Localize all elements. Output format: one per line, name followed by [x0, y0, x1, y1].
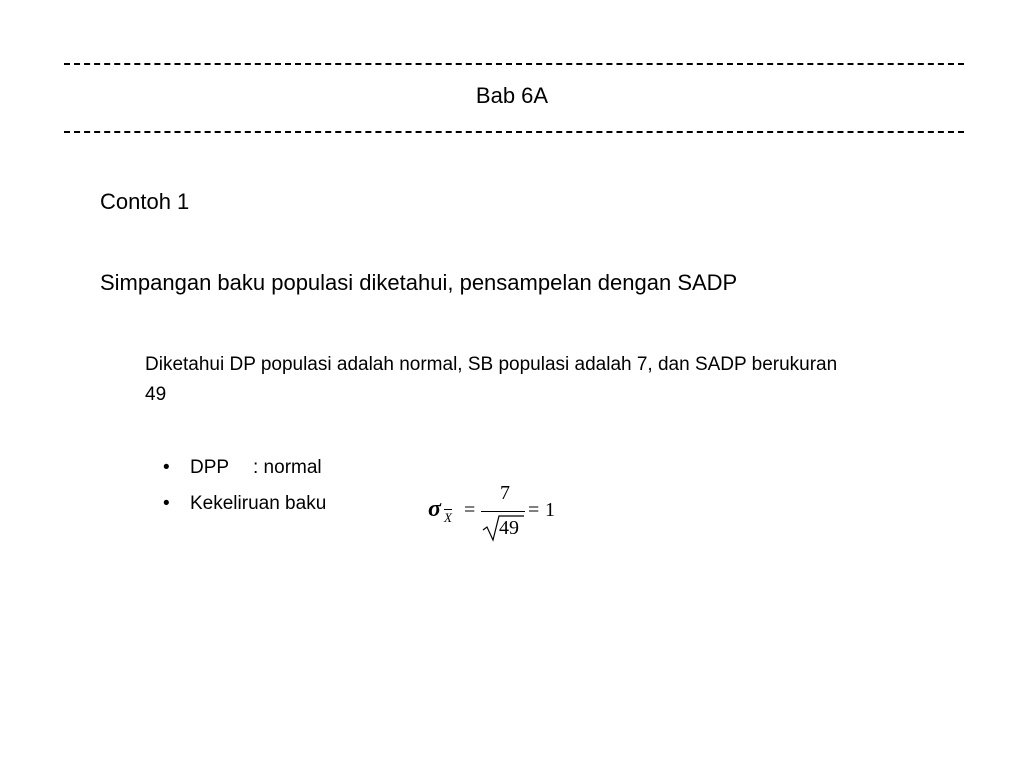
bullet-icon: • [163, 457, 170, 478]
fraction-bar [481, 511, 525, 512]
bullet-value: : normal [253, 457, 322, 478]
bullet-term: DPP [190, 457, 230, 478]
section-subtitle: Simpangan baku populasi diketahui, pensampelan dengan SADP [100, 270, 738, 295]
formula-numerator: 7 [500, 482, 510, 504]
formula-radicand: 49 [499, 517, 519, 539]
top-dashed-divider [64, 63, 964, 65]
formula-sigma-symbol: σ [428, 496, 441, 522]
slide-title: Bab 6A [475, 83, 549, 108]
bullet-item-dpp [163, 455, 423, 491]
bullet-item-standard-error [163, 491, 423, 527]
bullet-term: Kekeliruan baku [190, 493, 327, 514]
problem-statement: Diketahui DP populasi adalah normal, SB populasi adalah 7, dan SADP berukuran 49 [145, 354, 838, 405]
bullet-icon: • [163, 493, 170, 514]
formula-equals-sign: = [464, 499, 476, 521]
formula-equals-sign: = [528, 499, 540, 521]
bottom-dashed-divider [64, 131, 964, 133]
bullet-list [163, 455, 423, 527]
standard-error-formula [424, 482, 574, 544]
example-label: Contoh 1 [100, 189, 190, 214]
formula-subscript: $\overline{X}$ [444, 510, 452, 525]
formula-result: 1 [545, 499, 555, 521]
